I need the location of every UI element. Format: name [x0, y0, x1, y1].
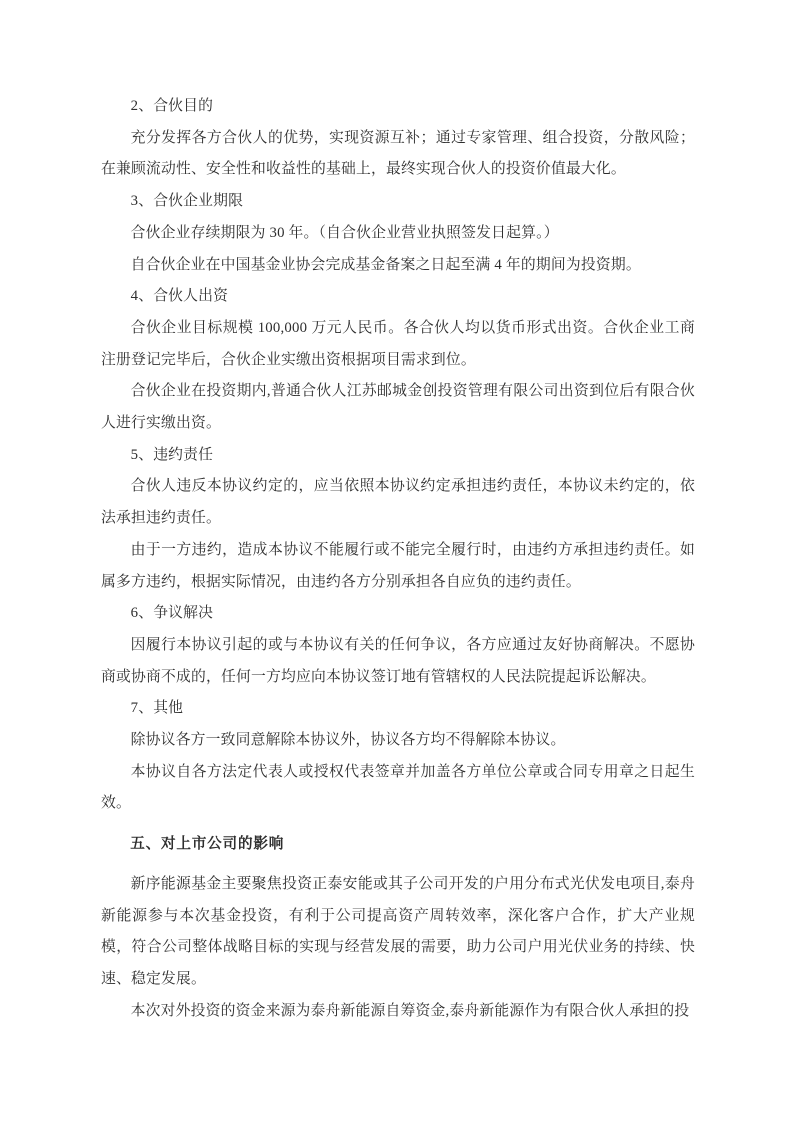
paragraph: 因履行本协议引起的或与本协议有关的任何争议，各方应通过友好协商解决。不愿协商或协商不成的，任何一方均应向本协议签订地有管辖权的人民法院提起诉讼解决。: [101, 636, 695, 685]
paragraph: 合伙企业目标规模 100,000 万元人民币。各合伙人均以货币形式出资。合伙企业工商注册登记完毕后，合伙企业实缴出资根据项目需求到位。: [101, 319, 695, 368]
clause-title-partnership-purpose: 2、合伙目的: [130, 98, 214, 114]
paragraph: 由于一方违约，造成本协议不能履行或不能完全履行时，由违约方承担违约责任。如属多方违约，根据实际情况，由违约各方分别承担各自应负的违约责任。: [101, 541, 695, 590]
paragraph: 本次对外投资的资金来源为泰舟新能源自筹资金,泰舟新能源作为有限合伙人承担的投: [130, 1002, 690, 1019]
clause-title-partner-contribution: 4、合伙人出资: [130, 288, 229, 305]
paragraph: 除协议各方一致同意解除本协议外，协议各方均不得解除本协议。: [130, 732, 566, 749]
clause-title-partnership-term: 3、合伙企业期限: [130, 193, 244, 210]
section-heading-impact-on-listed-company: 五、对上市公司的影响: [130, 836, 285, 853]
document-body: [101, 91, 695, 1027]
clause-title-dispute-resolution: 6、争议解决: [130, 605, 214, 622]
paragraph: 合伙人违反本协议约定的，应当依照本协议约定承担违约责任，本协议未约定的，依法承担违约责任。: [101, 478, 695, 527]
paragraph: 充分发挥各方合伙人的优势，实现资源互补；通过专家管理、组合投资，分散风险；在兼顾流动性、安全性和收益性的基础上，最终实现合伙人的投资价值最大化。: [101, 129, 695, 178]
paragraph: 合伙企业在投资期内,普通合伙人江苏邮城金创投资管理有限公司出资到位后有限合伙人进行实缴出资。: [101, 383, 695, 432]
paragraph: 本协议自各方法定代表人或授权代表签章并加盖各方单位公章或合同专用章之日起生效。: [101, 763, 695, 812]
clause-title-breach-liability: 5、违约责任: [130, 446, 214, 463]
paragraph: 自合伙企业在中国基金业协会完成基金备案之日起至满 4 年的期间为投资期。: [130, 256, 641, 273]
clause-title-others: 7、其他: [130, 700, 184, 717]
paragraph: 合伙企业存续期限为 30 年。（自合伙企业营业执照签发日起算。）: [130, 224, 559, 241]
paragraph: 新序能源基金主要聚焦投资正泰安能或其子公司开发的户用分布式光伏发电项目,泰舟新能源参与本次基金投资，有利于公司提高资产周转效率，深化客户合作，扩大产业规模，符合公司整体战略目标的实现与经营发展的需要，助力公司户用光伏业务的持续、快速、稳定发展。: [101, 875, 695, 987]
